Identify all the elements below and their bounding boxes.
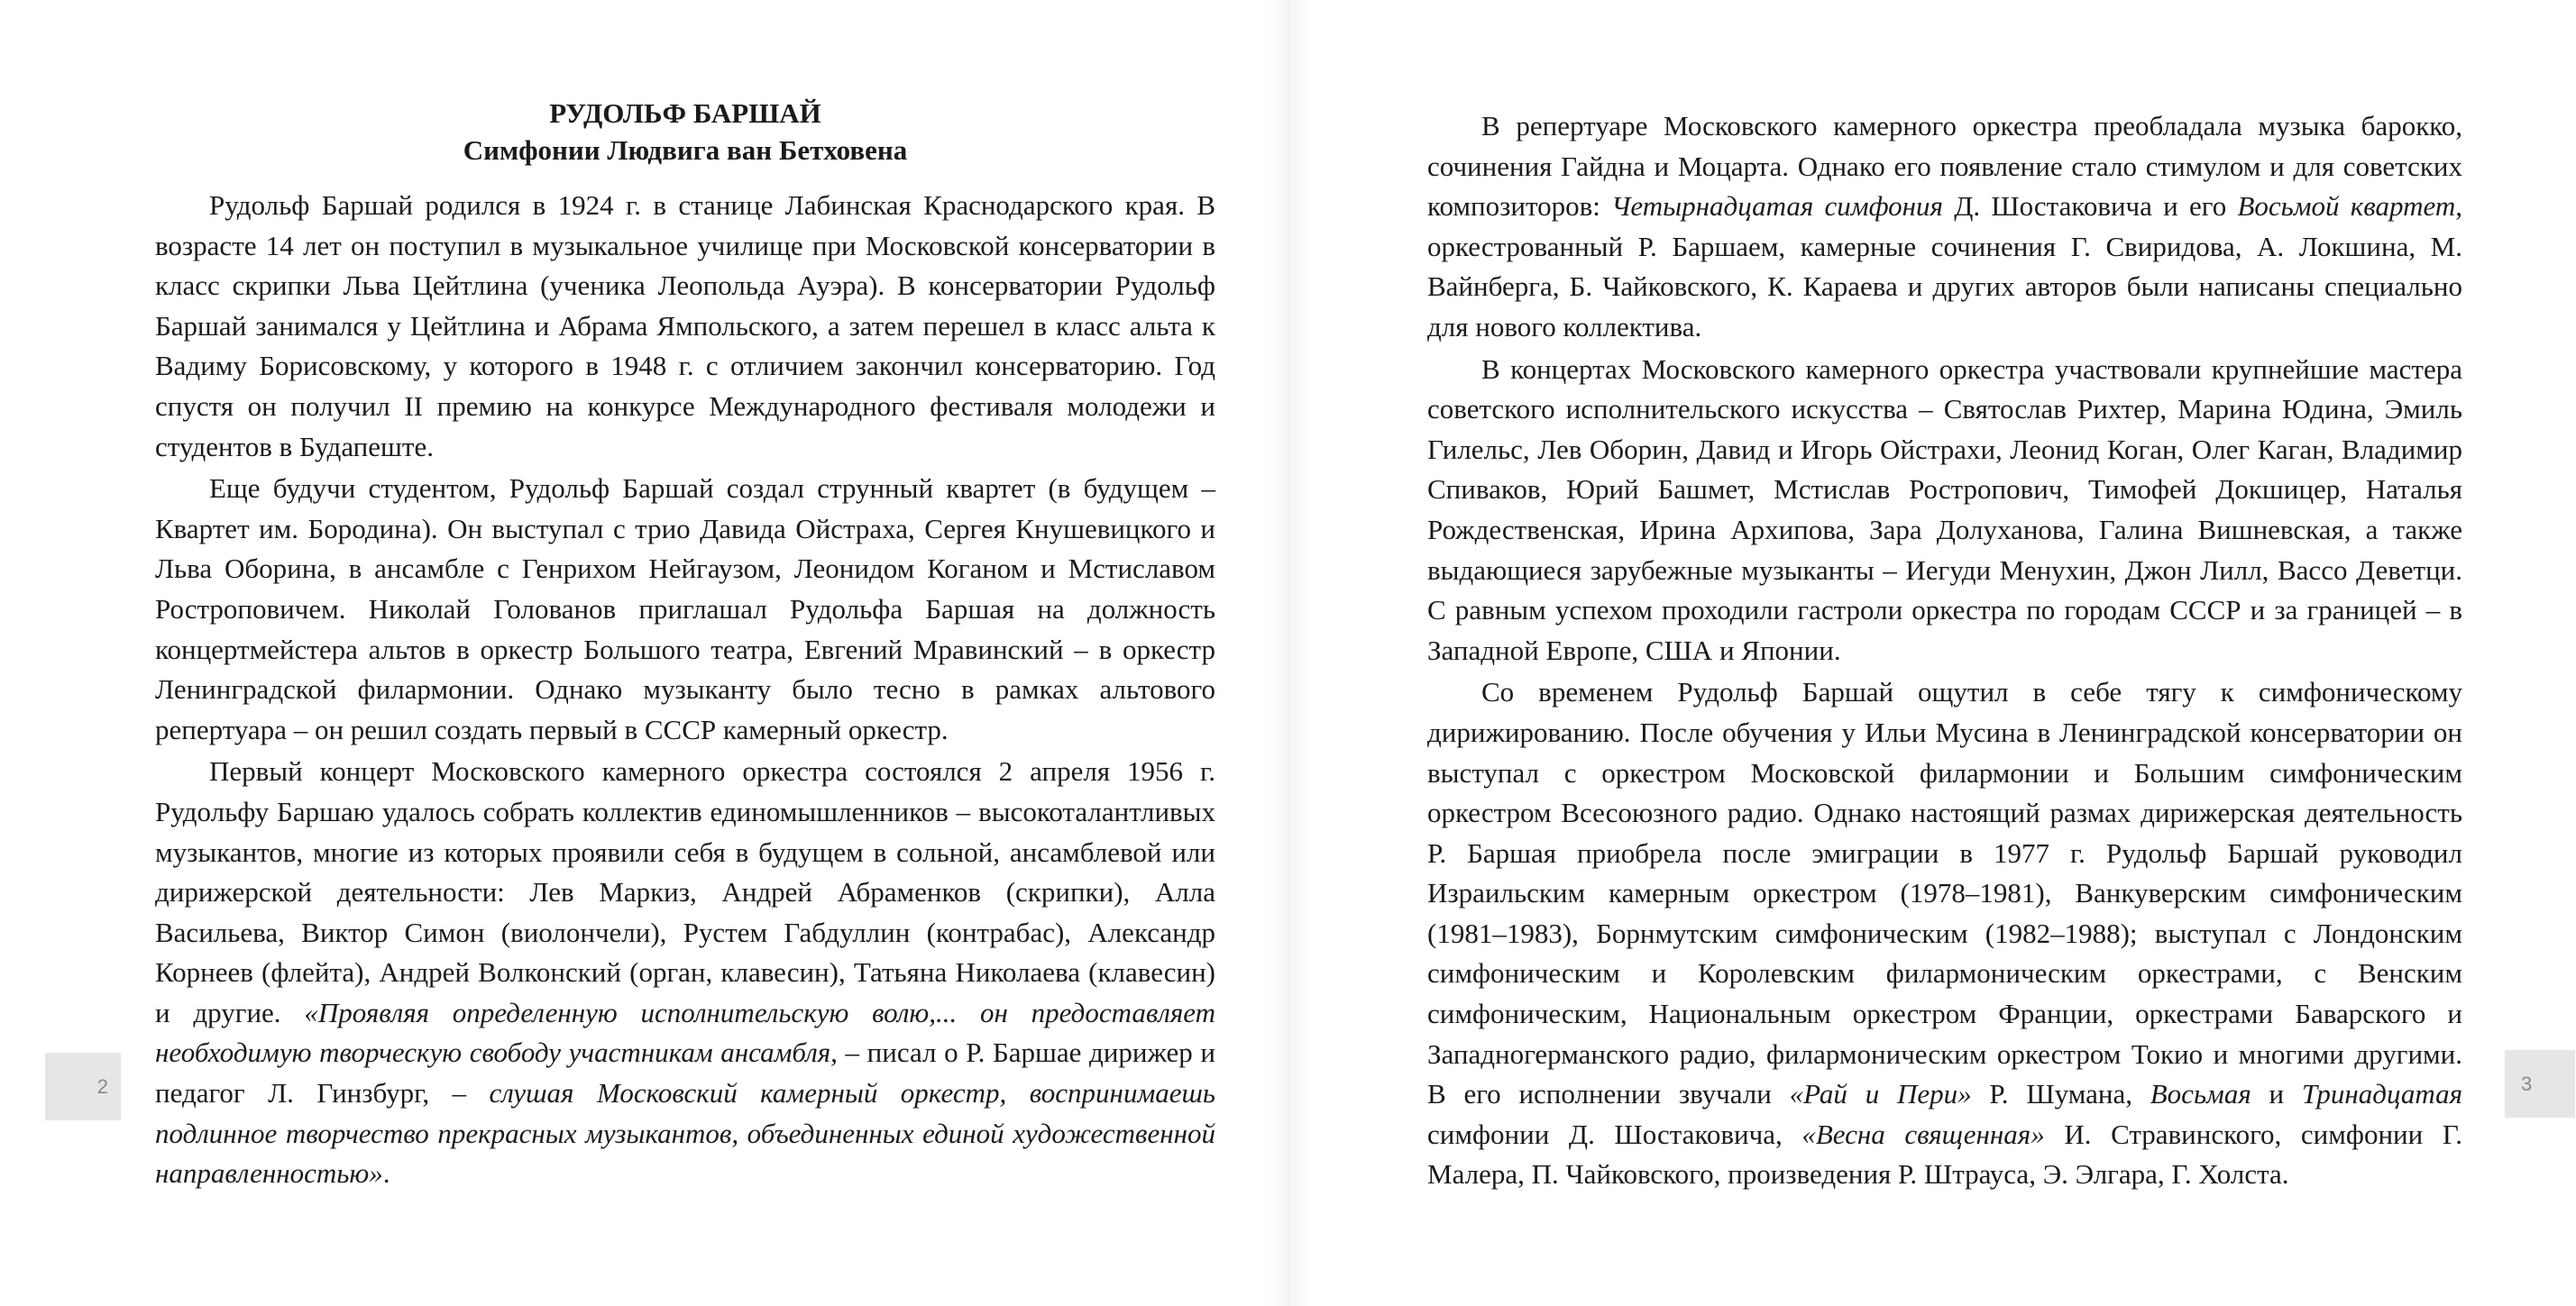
page-number: 3 <box>2521 1072 2533 1095</box>
text-run: Первый концерт Московского камерного оркестра состоялся 2 апреля 1956 г. Рудольфу Баршаю удалось собрать коллектив единомышленников – высокоталантливых музыкантов, многие из которых проявили себя в будущем в сольной, ансамблевой или дирижерской деятельности: Лев Маркиз, Андрей Абраменков (скрипки), Алла Васильева, Виктор Симон (виолончели), Рустем Габдуллин (контрабас), Александр Корнеев (флейта), Андрей Волконский (орган, клавесин), Татьяна Николаева (клавесин) и другие. <box>155 755 1215 1028</box>
page-number-tab <box>45 1053 121 1120</box>
text-run: симфонии Д. Шостаковича, <box>1427 1118 1802 1150</box>
text-run: Со временем Рудольф Баршай ощутил в себе тягу к симфоническому дирижированию. После обучения у Ильи Мусина в Ленинградской консерватории он выступал с оркестром Московской филармонии и Большим симфоническим оркестром Всесоюзного радио. Однако настоящий размах дирижерская деятельность Р. Баршая приобрела после эмиграции в 1977 г. Рудольф Баршай руководил Израильским камерным оркестром (1978–1981), Ванкуверским симфоническим (1981–1983), Борнмутским симфоническим (1982–1988); выступал с Лондонским симфоническим и Королевским филармоническим оркестрами, с Венским симфоническим, Национальным оркестром Франции, оркестрами Баварского и Западногерманского радио, филармоническим оркестром Токио и многими другими. В его исполнении звучали <box>1427 676 2462 1110</box>
paragraph: Еще будучи студентом, Рудольф Баршай создал струнный квартет (в будущем – Квартет им. Бородина). Он выступал с трио Давида Ойстраха, Сергея Кнушевицкого и Льва Оборина, в ансамбле с Генрихом Нейгаузом, Леонидом Коганом и Мстиславом Ростроповичем. Николай Голованов приглашал Рудольфа Баршая на должность концертмейстера альтов в оркестр Большого театра, Евгений Мравинский – в оркестр Ленинградской филармонии. Однако музыканту было тесно в рамках альтового репертуара – он решил создать первый в СССР камерный оркестр. <box>155 472 1215 745</box>
text-run: Р. Шумана, <box>1971 1078 2150 1110</box>
article-subtitle: Симфонии Людвига ван Бетховена <box>463 134 908 166</box>
paragraph <box>155 752 1215 1194</box>
right-body-text <box>1427 106 2462 1197</box>
paragraph: В концертах Московского камерного оркестра участвовали крупнейшие мастера советского исполнительского искусства – Святослав Рихтер, Марина Юдина, Эмиль Гилельс, Лев Оборин, Давид и Игорь Ойстрахи, Леонид Коган, Олег Каган, Владимир Спиваков, Юрий Башмет, Мстислав Ростропович, Тимофей Докшицер, Наталья Рождественская, Ирина Архипова, Зара Долуханова, Галина Вишневская, а также выдающиеся зарубежные музыканты – Иегуди Менухин, Джон Лилл, Вассо Деветци. С равным успехом проходили гастроли оркестра по городам СССР и за границей – в Западной Европе, США и Японии. <box>1427 352 2462 666</box>
quote-text: «Проявляя определенную исполнительскую волю,... он предоставляет необходимую творческую свободу участникам ансамбля, <box>155 996 1215 1069</box>
left-body-text <box>155 186 1215 1196</box>
text-run: и <box>2251 1078 2302 1110</box>
paragraph <box>1427 106 2462 348</box>
paragraph <box>1427 672 2462 1195</box>
quote-text: слушая Московский камерный оркестр, воспринимаешь подлинное творчество прекрасных музыкантов, объединенных единой художественной направленностью» <box>155 1077 1215 1190</box>
work-title: «Весна священная» <box>1801 1118 2045 1150</box>
article-heading <box>155 95 1215 169</box>
article-title: РУДОЛЬФ БАРШАЙ <box>549 97 821 129</box>
page-number-tab <box>2505 1050 2575 1118</box>
paragraph: Рудольф Баршай родился в 1924 г. в станице Лабинская Краснодарского края. В возрасте 14 лет он поступил в музыкальное училище при Московской консерватории в класс скрипки Льва Цейтлина (ученика Леопольда Ауэра). В консерватории Рудольф Баршай занимался у Цейтлина и Абрама Ямпольского, а затем перешел в класс альта к Вадиму Борисовскому, у которого в 1948 г. с отличием закончил консерваторию. Год спустя он получил II премию на конкурсе Международного фестиваля молодежи и студентов в Будапеште. <box>155 189 1215 462</box>
work-title: Четырнадцатая симфония <box>1611 190 1943 223</box>
text-run: В репертуаре Московского камерного оркестра преобладала музыка барокко, сочинения Гайдна и Моцарта. Однако его появление стало стимулом и для советских композиторов: <box>1427 110 2462 223</box>
work-title: Восьмой квартет <box>2237 190 2456 223</box>
work-title: Восьмая <box>2150 1078 2251 1110</box>
right-page <box>1288 0 2576 1306</box>
text-run: – писал о Р. Баршае дирижер и педагог Л. Гинзбург, – <box>155 1037 1215 1110</box>
text-run: И. Стравинского, симфонии Г. Малера, П. Чайковского, произведения Р. Штрауса, Э. Элгара, Г. Холста. <box>1427 1118 2462 1191</box>
page-number: 2 <box>96 1074 108 1098</box>
work-title: Тринадцатая <box>2301 1078 2463 1110</box>
work-title: «Рай и Пери» <box>1789 1078 1972 1110</box>
text-run: Д. Шостаковича и его <box>1942 190 2238 223</box>
text-run: , оркестрованный Р. Баршаем, камерные сочинения Г. Свиридова, А. Локшина, М. Вайнберга, Б. Чайковского, К. Караева и других авторов были написаны специально для нового коллектива. <box>1427 190 2462 342</box>
text-run: . <box>382 1157 390 1190</box>
